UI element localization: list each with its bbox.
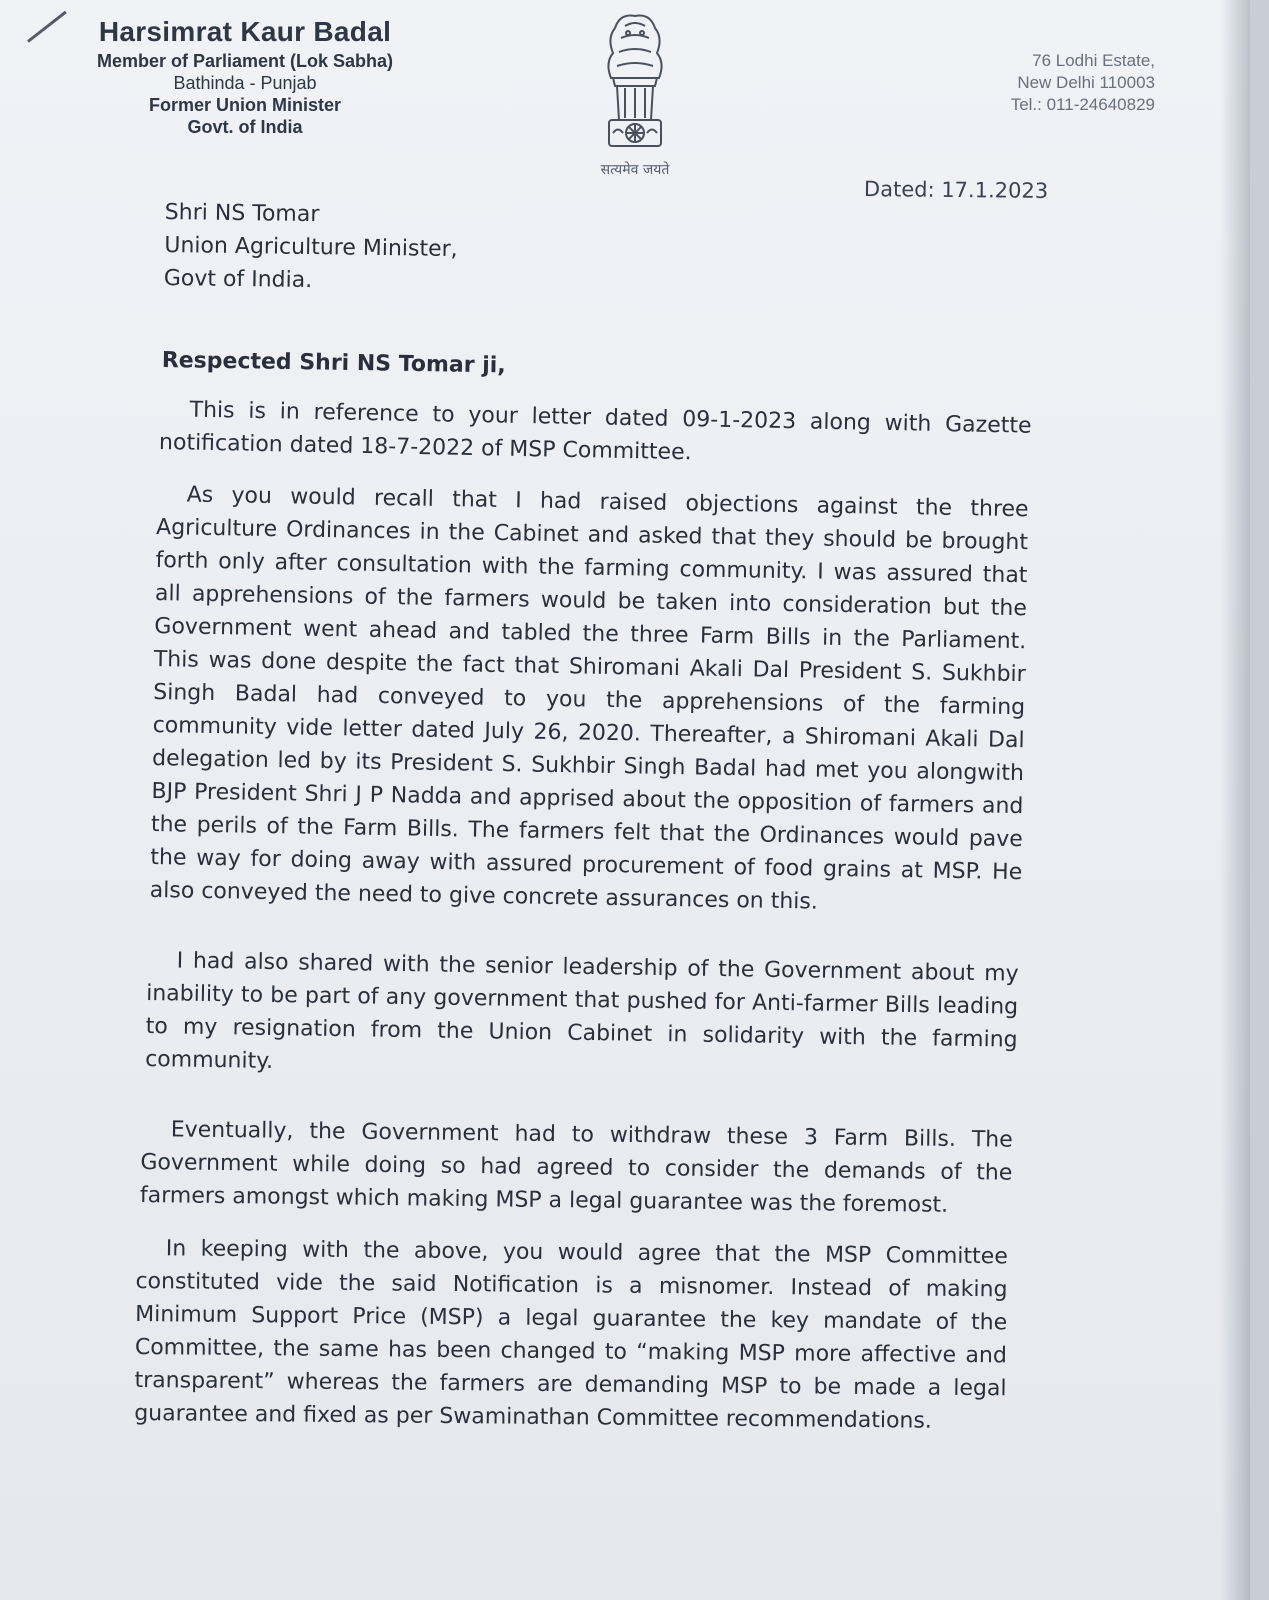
paragraph-text: As you would recall that I had raised objections against the three Agriculture Ordinances in the Cabinet and asked that they should be brought forth only after consultation with the farming community. I was assured that all apprehensions of the farmers would be taken into consideration but the Government went ahead and tabled the three Farm Bills in the Parliament. This was done despite the fact that Shiromani Akali Dal President S. Sukhbir Singh Badal had conveyed to you the apprehensions of the farming community vide letter dated July 26, 2020. Thereafter, a Shiromani Akali Dal delegation led by its President S. Sukhbir Singh Badal had met you alongwith BJP President Shri J P Nadda and apprised about the opposition of farmers and the perils of the Farm Bills. The farmers felt that the Ordinances would pave the way for doing away with assured procurement of food grains at MSP. He also conveyed the need to give concrete assurances on this. (149, 482, 1029, 915)
emblem-motto: सत्यमेव जयते (600, 162, 670, 178)
paragraph (134, 1232, 1008, 1438)
sender-name: Harsimrat Kaur Badal (98, 16, 392, 47)
sender-constituency: Bathinda - Punjab (173, 73, 317, 93)
sender-former-title: Former Union Minister (148, 95, 341, 115)
paragraph-text: In keeping with the above, you would agree that the MSP Committee constituted vide the said Notification is a misnomer. Instead of making Minimum Support Price (MSP) a legal guarantee the key mandate of the Committee, the same has been changed to “making MSP more affective and transparent” whereas the farmers are demanding MSP to be made a legal guarantee and fixed as per Swaminathan Committee recommendations. (134, 1236, 1008, 1434)
salutation: Respected Shri NS Tomar ji, (161, 348, 506, 379)
paragraph-text: I had also shared with the senior leadership of the Government about my inability to be part of any government that pushed for Anti-farmer Bills leading to my resignation from the Union Cabinet in solidarity with the farming community. (144, 948, 1019, 1074)
recipient-block (164, 196, 459, 299)
paragraph (159, 393, 1032, 476)
paragraph (150, 478, 1029, 922)
letter-date: Dated: 17.1.2023 (863, 177, 1049, 203)
recipient-title: Union Agriculture Minister, (164, 232, 458, 263)
paragraph (140, 1113, 1013, 1223)
address-line-1: 76 Lodhi Estate, (1032, 51, 1155, 70)
recipient-name: Shri NS Tomar (164, 199, 320, 228)
sender-title: Member of Parliament (Lok Sabha) (96, 51, 394, 71)
paragraph-text: This is in reference to your letter dated 09-1-2023 along with Gazette notification dated 18-7-2022 of MSP Committee. (158, 397, 1032, 466)
paragraph (145, 944, 1019, 1090)
address-line-2: New Delhi 110003 (1017, 73, 1155, 92)
paragraph-text: Eventually, the Government had to withdraw these 3 Farm Bills. The Government while doing so had agreed to consider the demands of the farmers amongst which making MSP a legal guarantee was the foremost. (139, 1117, 1013, 1218)
sender-govt: Govt. of India (187, 117, 303, 137)
recipient-govt: Govt of India. (163, 265, 313, 294)
address-phone: Tel.: 011-24640829 (1010, 95, 1155, 114)
